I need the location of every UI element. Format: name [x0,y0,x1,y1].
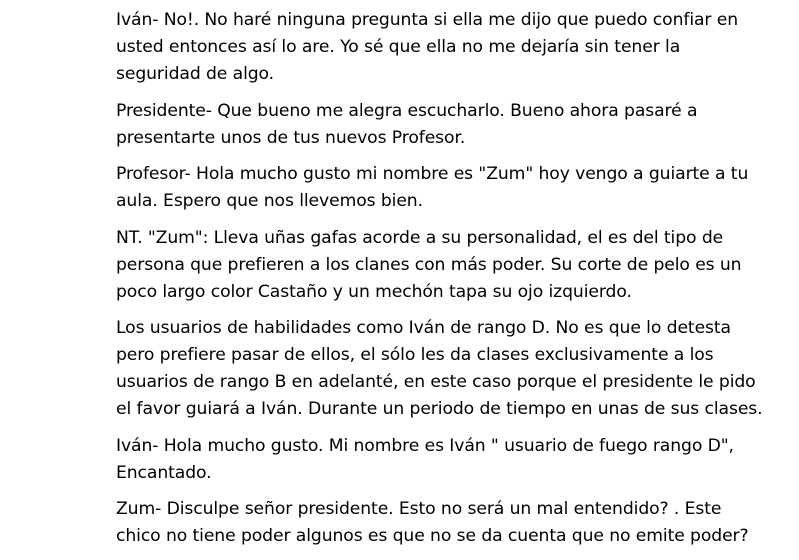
document-page [116,7,791,560]
text-line: chico no tiene poder algunos es que no se da cuenta que no emite poder? [116,526,749,546]
text-line: presentarte unos de tus nuevos Profesor. [116,127,466,148]
paragraph [116,161,791,215]
text-line: persona que prefieren a los clanes con más poder. Su corte de pelo es un [116,254,742,275]
text-line: usuarios de rango B en adelanté, en este caso porque el presidente le pido [116,372,756,392]
text-line: Iván- Hola mucho gusto. Mi nombre es Iván " usuario de fuego rango D", [116,435,734,456]
text-line: NT. "Zum": Lleva uñas gafas acorde a su personalidad, el es del tipo de [116,227,724,248]
text-line: pero prefiere pasar de ellos, el sólo les da clases exclusivamente a los [116,345,714,365]
text-line: Los usuarios de habilidades como Iván de rango D. No es que lo detesta [116,318,731,338]
text-line: poco largo color Castaño y un mechón tapa su ojo izquierdo. [116,281,632,302]
text-line: Profesor- Hola mucho gusto mi nombre es "Zum" hoy vengo a guiarte a tu [116,164,749,184]
paragraph [116,225,791,306]
paragraph [116,496,791,550]
paragraph [116,7,791,88]
paragraph [116,98,791,152]
text-line: seguridad de algo. [116,64,275,84]
paragraph [116,433,791,487]
paragraph [116,315,791,423]
text-line: el favor guiará a Iván. Durante un periodo de tiempo en unas de sus clases. [116,399,763,419]
text-line: Presidente- Que bueno me alegra escucharlo. Bueno ahora pasaré a [116,100,698,121]
text-line: Zum- Disculpe señor presidente. Esto no será un mal entendido? . Este [116,499,722,519]
text-line: Iván- No!. No haré ninguna pregunta si ella me dijo que puedo confiar en [116,10,739,30]
text-line: Encantado. [116,462,212,483]
text-line: usted entonces así lo are. Yo sé que ella no me dejaría sin tener la [116,37,681,57]
text-line: aula. Espero que nos llevemos bien. [116,191,423,211]
